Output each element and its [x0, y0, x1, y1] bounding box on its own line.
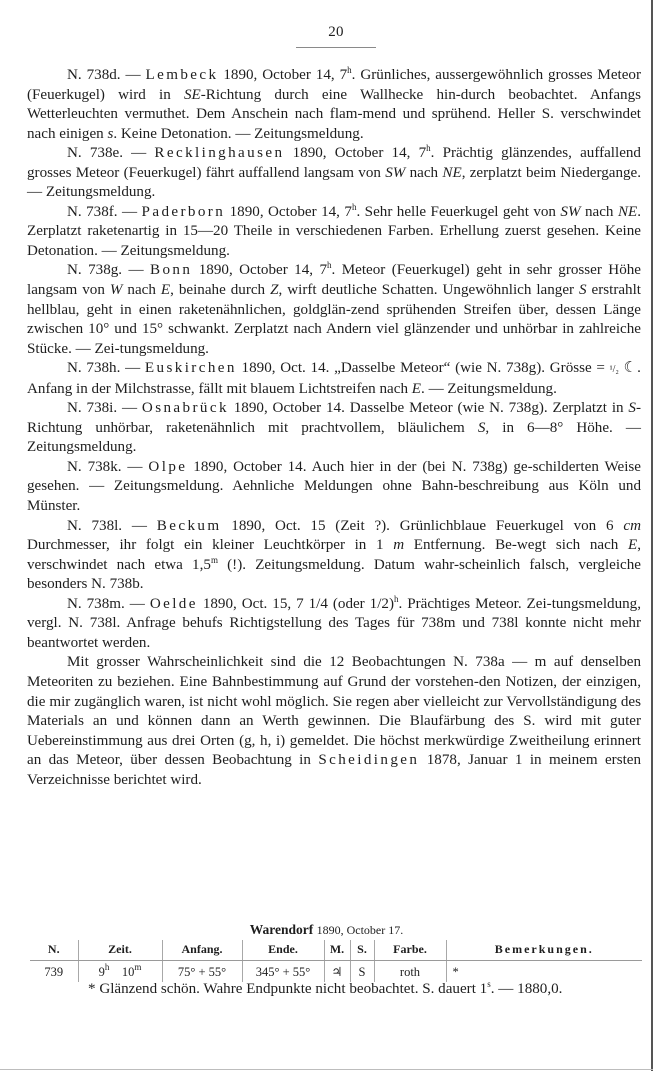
entry-time: 7 1/4 (oder 1/2)	[296, 595, 394, 612]
entry-date: 1890, October 14,	[284, 145, 419, 162]
entry-date: 1890, October 14,	[225, 203, 345, 220]
entry-text: Prächtiges Meteor. Zei-tungsmeldung, vergl. N. 738l. Anfrage behufs Richtigstellung des Tages für 738m und 738l konnte nicht mehr beantwortet werden.	[27, 595, 641, 651]
cell-zeit: 9$^h$ 10$^m$	[78, 961, 162, 983]
entry-text: Dasselbe Meteor (wie N. 738g). Zerplatzt in S-Richtung unhörbar, raketenähnlich mit prachtvollem, bläulichem S, in 6—8° Höhe. — Zeitungsmeldung.	[27, 400, 641, 456]
entry-place: Recklinghausen	[154, 145, 285, 162]
page-number-rule	[296, 47, 376, 48]
summary-paragraph	[27, 653, 641, 790]
entry-date: 1890, October 14,	[192, 262, 320, 279]
entry-text: „Dasselbe Meteor“ (wie N. 738g). Grösse = ¹/₂ ☾. Anfang in der Milchstrasse, fällt mit blauem Lichtstreifen nach E. — Zeitungsmeldung.	[27, 360, 641, 397]
entry-738e: N. 738e. — Recklinghausen 1890, October 14, 7$^h$. Prächtig glänzendes, auffallend grosses Meteor (Feuerkugel) fährt auffallend langsam von SW nach NE, zerplatzt beim Niedergange. — Zeitungsmeldung.	[27, 143, 642, 201]
cell-ende: 345° + 55°	[242, 961, 324, 983]
entry-label: N. 738m. —	[67, 595, 150, 612]
cell-bemerkungen: *	[446, 961, 642, 983]
table-title	[0, 922, 653, 938]
entry-738l	[27, 517, 641, 595]
entry-place: Olpe	[148, 458, 188, 475]
entry-text: Meteor (Feuerkugel) geht in sehr grosser Höhe langsam von W nach E, beinahe durch Z, wirft deutliche Schatten. Ungewöhnlich langer S erstrahlt hellblau, geht in einen raketenähnlichen, goldglän-zend sprühenden Streifen über, dessen Länge zwischen 10° und 15° schwankt. Zerplatzt nach Andern viel glänzender und unhörbar in zahlreiche Stücke. — Zei-tungsmeldung.	[27, 262, 641, 357]
entry-place: Beckum	[156, 517, 222, 534]
col-header-zeit: Zeit.	[78, 940, 162, 961]
col-header-farbe: Farbe.	[374, 940, 446, 961]
col-header-ende: Ende.	[242, 940, 324, 961]
entry-time: 7	[319, 262, 328, 279]
entry-label: N. 738f. —	[67, 203, 142, 220]
col-header-s: S.	[350, 940, 374, 961]
entry-738m: N. 738m. — Oelde 1890, Oct. 15, 7 1/4 (oder 1/2)$^h$. Prächtiges Meteor. Zei-tungsmeldung, vergl. N. 738l. Anfrage behufs Richtigstellung des Tages für 738m und 738l konnte nicht mehr beantwortet werden.	[27, 593, 641, 651]
entry-738k	[27, 458, 641, 517]
entry-place: Osnabrück	[141, 400, 229, 417]
entry-date: 1890, October 14,	[218, 67, 340, 83]
cell-farbe: roth	[374, 961, 446, 983]
table-row	[30, 961, 642, 983]
table-title-date: 1890, October 17.	[316, 923, 404, 937]
page-number: 20	[328, 24, 344, 40]
entry-date: 1890, October 14.	[187, 458, 312, 475]
entry-text: Prächtig glänzendes, auffallend grosses Meteor (Feuerkugel) fährt auffallend langsam von SW nach NE, zerplatzt beim Niedergange. — Zeitungsmeldung.	[27, 145, 642, 201]
entry-label: N. 738i. —	[67, 400, 142, 417]
entry-time: 7	[344, 203, 352, 220]
entry-date: 1890, Oct. 15 (Zeit ?).	[221, 517, 400, 534]
entry-place: Oelde	[149, 595, 198, 612]
entry-place: Bonn	[150, 262, 193, 279]
entry-time: 7	[339, 67, 348, 83]
cell-s: S	[350, 961, 374, 983]
entry-label: N. 738e. —	[67, 145, 155, 162]
table-title-place: Warendorf	[249, 922, 314, 937]
entry-date: 1890, October 14.	[228, 400, 350, 417]
entry-738f: N. 738f. — Paderborn 1890, October 14, 7$^h$. Sehr helle Feuerkugel geht von SW nach NE. Zerplatzt raketenartig in 15—20 Theile in verschiedenen Farben. Erhellung zuerst gesehen. Keine Detonation. — Zeitungsmeldung.	[27, 201, 642, 259]
entry-date: 1890, Oct. 15,	[197, 595, 297, 612]
entry-text: Grünliches, aussergewöhnlich grosses Meteor (Feuerkugel) wird in SE-Richtung durch eine Wallhecke hin-durch beobachtet. Anfangs Wetterleuchten vermuthet. Dem Anschein nach flam-mend und sprühend. Heller S. verschwindet nach einigen s. Keine Detonation. — Zeitungsmeldung.	[27, 67, 642, 142]
cell-anfang: 75° + 55°	[162, 961, 242, 983]
entry-text: Grünlichblaue Feuerkugel von 6 cm Durchmesser, ihr folgt ein kleiner Leuchtkörper in 1 m Entfernung. Be-wegt sich nach E, verschwindet nach etwa 1,5$^m$ (!). Zeitungsmeldung. Datum wahr-scheinlich falsch, vergleiche besonders N. 738b.	[27, 517, 642, 593]
col-header-bemerkungen: Bemerkungen.	[446, 940, 642, 961]
entry-place: Euskirchen	[144, 360, 237, 377]
entry-738h	[27, 359, 641, 399]
entry-label: N. 738d. —	[67, 67, 146, 83]
summary-text-2: 1878, Januar 1 in meinem ersten Verzeichnisse berichtet wird.	[27, 752, 642, 788]
col-header-n: N.	[30, 940, 78, 961]
entry-place: Lembeck	[145, 67, 219, 83]
observation-table	[30, 940, 642, 982]
entry-text: Auch hier in der (bei N. 738g) ge-schilderten Weise gesehen. — Zeitungsmeldung. Aehnliche Meldungen ohne Bahn-beschreibung aus Köln und Münster.	[27, 458, 641, 515]
entry-time: 7	[418, 145, 427, 162]
body-text	[27, 66, 641, 790]
table-footnote: * Glänzend schön. Wahre Endpunkte nicht beobachtet. S. dauert 1$^s$. — 1880,0.	[88, 979, 563, 997]
page-edge-bottom	[0, 1069, 653, 1070]
entry-date: 1890, Oct. 14.	[236, 360, 335, 377]
entries-list	[27, 66, 641, 653]
col-header-m: M.	[324, 940, 350, 961]
entry-738g: N. 738g. — Bonn 1890, October 14, 7$^h$. Meteor (Feuerkugel) geht in sehr grosser Höhe langsam von W nach E, beinahe durch Z, wirft deutliche Schatten. Ungewöhnlich langer S erstrahlt hellblau, geht in einen raketenähnlichen, goldglän-zend sprühenden Streifen über, dessen Länge zwischen 10° und 15° schwankt. Zerplatzt nach Andern viel glänzender und unhörbar in zahlreiche Stücke. — Zei-tungsmeldung.	[27, 260, 641, 357]
entry-label: N. 738l. —	[67, 517, 157, 534]
entry-label: N. 738k. —	[67, 458, 149, 475]
table-header-row	[30, 940, 642, 961]
summary-place: Scheidingen	[318, 752, 420, 769]
entry-place: Paderborn	[141, 203, 226, 220]
entry-text: Sehr helle Feuerkugel geht von SW nach NE. Zerplatzt raketenartig in 15—20 Theile in verschiedenen Farben. Erhellung zuerst gesehen. Keine Detonation. — Zeitungsmeldung.	[27, 203, 642, 259]
cell-m: ♃	[324, 961, 350, 983]
entry-738i	[27, 399, 641, 458]
col-header-anfang: Anfang.	[162, 940, 242, 961]
summary-text-1: Mit grosser Wahrscheinlichkeit sind die 12 Beobachtungen N. 738a — m auf denselben Meteoriten zu beziehen. Eine Bahnbestimmung auf Grund der vorstehen-den Notizen, der einzigen, die mir zugänglich waren, ist nicht wohl möglich. Sie regen aber vielleicht zur Vervollständigung des Materials an und können dann an Werth gewinnen. Die Blaufärbung des S. wird mit guter Uebereinstimmung aus drei Orten (g, h, i) gemeldet. Die höchst merkwürdige Zweitheilung erinnert an das Meteor, über dessen Beobachtung in	[27, 654, 641, 769]
cell-n: 739	[44, 964, 64, 979]
entry-738d: N. 738d. — Lembeck 1890, October 14, 7$^h$. Grünliches, aussergewöhnlich grosses Meteor (Feuerkugel) wird in SE-Richtung durch eine Wallhecke hin-durch beobachtet. Anfangs Wetterleuchten vermuthet. Dem Anschein nach flam-mend und sprühend. Heller S. verschwindet nach einigen s. Keine Detonation. — Zeitungsmeldung.	[27, 65, 642, 142]
entry-label: N. 738h. —	[67, 360, 145, 377]
entry-label: N. 738g. —	[67, 262, 151, 279]
